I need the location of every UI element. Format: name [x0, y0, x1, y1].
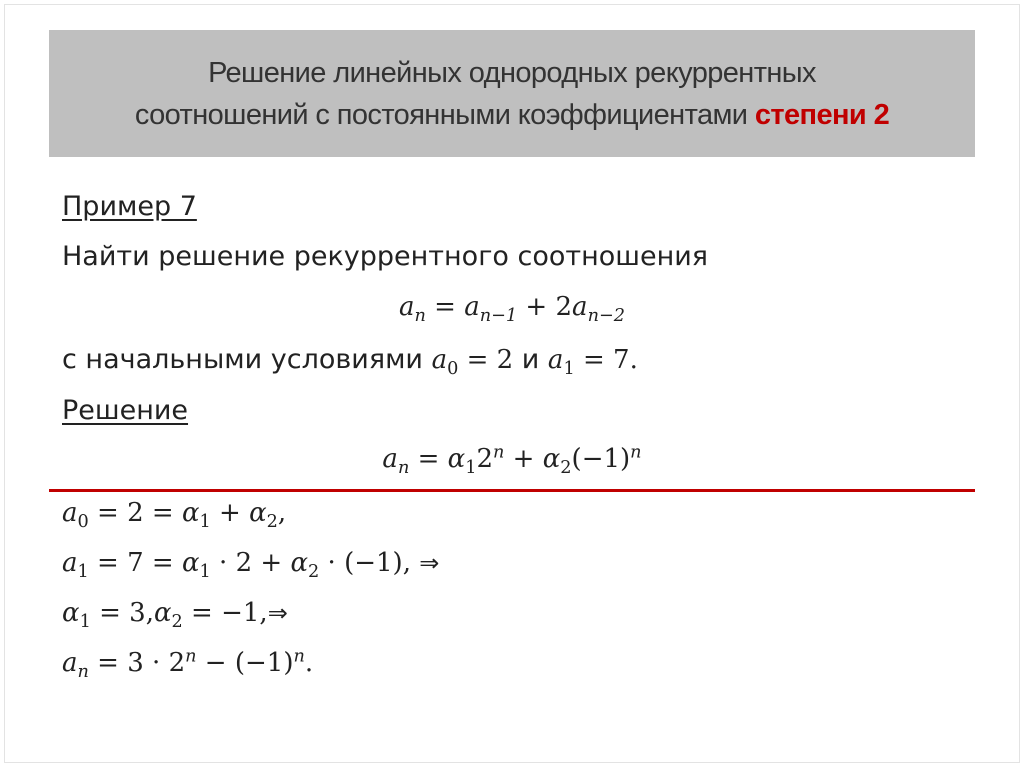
- var-a: a: [572, 292, 588, 322]
- solution-label: Решение: [62, 395, 189, 426]
- op-plus: +: [517, 292, 556, 322]
- title-line-2: [135, 94, 889, 136]
- coef-2: 2: [555, 292, 573, 322]
- slide-title: [49, 30, 975, 157]
- var-a: a: [464, 292, 480, 322]
- sub-n-minus-2: n−2: [587, 306, 625, 327]
- equation-alphas: $\alpha_1 = 3,\alpha_2$ = −1,⇒: [62, 598, 288, 633]
- title-line-2-main: соотношений с постоянными коэффициентами: [134, 98, 755, 131]
- sub-n: n: [414, 306, 426, 327]
- implies-arrow-icon: ⇒: [419, 549, 440, 577]
- implies-arrow-icon: ⇒: [267, 599, 288, 627]
- task-text: Найти решение рекуррентного соотношения: [62, 241, 709, 272]
- example-label: Пример 7: [62, 191, 197, 222]
- var-a: a: [398, 292, 415, 322]
- general-solution-formula: $a_n = \alpha_12^n + \alpha_2(-1)^n$: [382, 442, 642, 479]
- equation-a1: $a_1 = 7 = \alpha_1 \cdot 2 + \alpha_2 \cdot (-1)$, ⇒: [62, 548, 440, 583]
- recurrence-formula: [0, 292, 1024, 327]
- red-divider: [49, 489, 975, 492]
- equation-a0: $a_0 = 2 = \alpha_1 + \alpha_2$,: [62, 498, 287, 533]
- sub-n-minus-1: n−1: [479, 306, 518, 327]
- cond-a1: $a_1 = 7$.: [547, 345, 638, 380]
- final-answer: $a_n = 3 \cdot 2^n - (-1)^n$.: [62, 646, 314, 683]
- title-line-1: Решение линейных однородных рекуррентных: [208, 56, 816, 89]
- initial-conditions-text: с начальными условиями: [62, 344, 432, 375]
- initial-conditions: [62, 343, 638, 380]
- title-accent: степени 2: [754, 98, 890, 131]
- and-word: и: [513, 344, 548, 375]
- cond-a0: $a_0 = 2$: [431, 345, 514, 380]
- op-eq: =: [425, 292, 465, 322]
